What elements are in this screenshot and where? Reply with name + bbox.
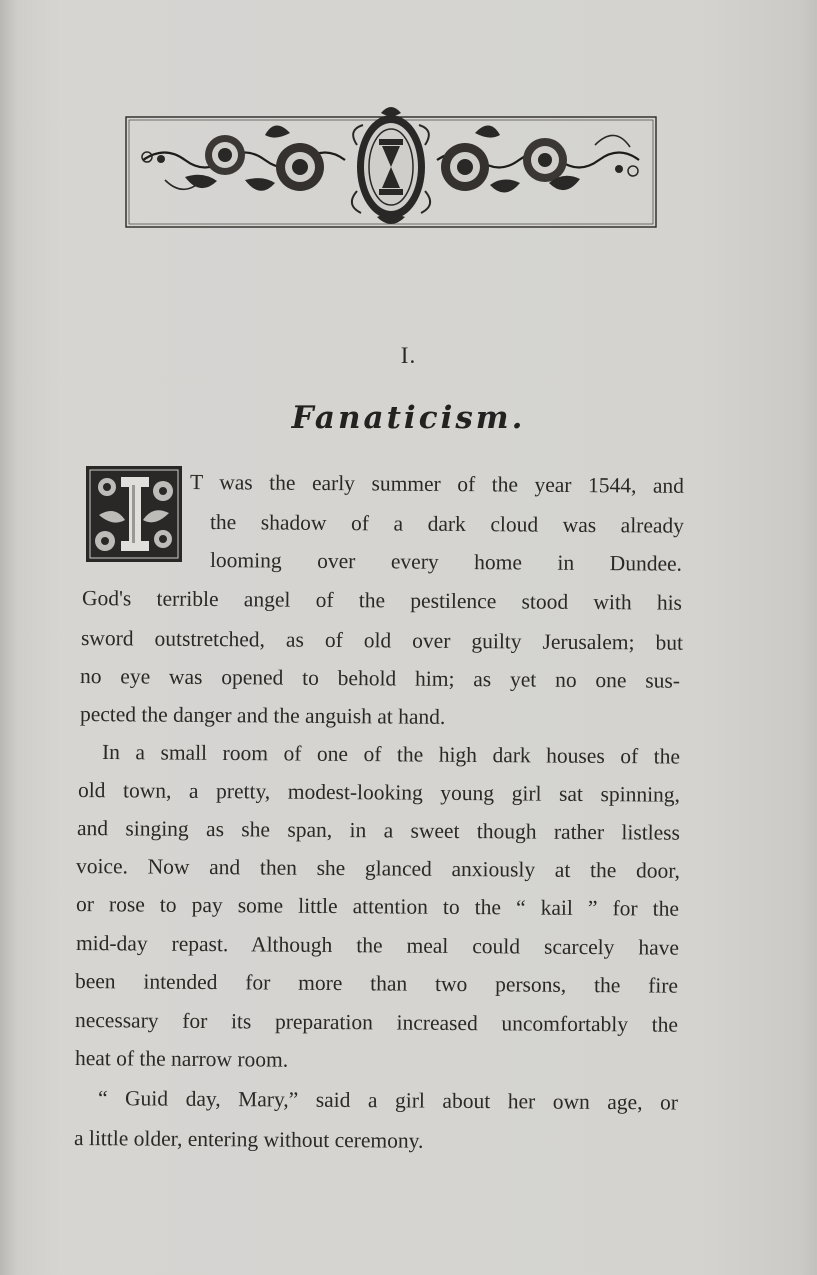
chapter-title: Fanaticism.	[291, 400, 526, 436]
text-line: old town, a pretty, modest-looking young girl sat spinning,	[77, 778, 681, 807]
text-line: “ Guid day, Mary,” said a girl about her own age, or	[97, 1086, 679, 1115]
text-line: the shadow of a dark cloud was already	[209, 510, 685, 538]
text-line: pected the danger and the anguish at hand.	[79, 702, 446, 729]
floral-initial-icon	[85, 465, 183, 563]
text-line: In a small room of one of the high dark houses of the	[101, 740, 681, 769]
text-line: God's terrible angel of the pestilence stood with his	[81, 586, 683, 615]
text-line: looming over every home in Dundee.	[209, 548, 683, 576]
chapter-number: I.	[400, 343, 417, 368]
dropcap-ornament	[85, 465, 183, 563]
ornamental-headpiece	[125, 105, 657, 230]
text-line: sword outstretched, as of old over guilty Jerusalem; but	[80, 626, 684, 655]
text-line: voice. Now and then she glanced anxiously at the door,	[75, 854, 681, 883]
text-line: no eye was opened to behold him; as yet no one sus-	[79, 664, 681, 693]
text-line: mid-day repast. Although the meal could scarcely have	[75, 931, 680, 960]
text-line: heat of the narrow room.	[74, 1046, 289, 1072]
text-line: or rose to pay some little attention to the “ kail ” for the	[75, 892, 680, 921]
text-line: been intended for more than two persons, the fire	[74, 969, 679, 998]
text-line: T was the early summer of the year 1544, and	[189, 470, 685, 498]
floral-scroll-ornament-icon	[125, 105, 657, 230]
text-line: necessary for its preparation increased uncomfortably the	[74, 1008, 679, 1037]
text-line: and singing as she span, in a sweet though rather listless	[76, 816, 681, 845]
text-line: a little older, entering without ceremony.	[73, 1126, 424, 1153]
